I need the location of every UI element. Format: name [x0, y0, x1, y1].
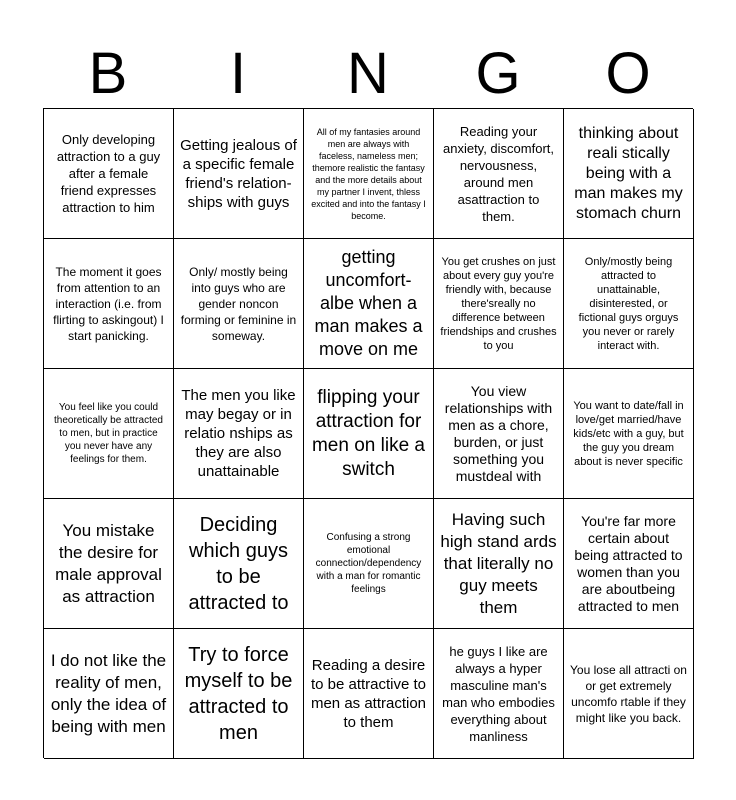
cell-text: The men you like may begay or in relatio nships as they are also unattainable: [181, 387, 296, 480]
bingo-cell-r1c3[interactable]: [304, 109, 434, 239]
cell-text: Only developing attraction to a guy after a female friend expresses attraction to him: [56, 132, 161, 215]
cell-text: getting uncomfort-albe when a man makes a move on me: [314, 247, 423, 359]
bingo-header: [43, 40, 693, 108]
bingo-cell-r2c3[interactable]: [304, 239, 434, 369]
bingo-cell-r3c2[interactable]: [174, 369, 304, 499]
cell-text: he guys I like are always a hyper masculine man's man who embodies everything about manliness: [442, 643, 555, 744]
bingo-cell-r2c5[interactable]: [564, 239, 694, 369]
bingo-cell-r5c3[interactable]: [304, 629, 434, 759]
cell-text: Deciding which guys to be attracted to: [188, 513, 289, 614]
cell-text: You want to date/fall in love/get married/have kids/etc with a guy, but the guy you dream about is never specific: [573, 399, 684, 468]
cell-text: Only/mostly being attracted to unattainable, disinterested, or fictional guys orguys you never or rarely interact with.: [578, 255, 679, 352]
bingo-board: [43, 108, 693, 758]
cell-text: The moment it goes from attention to an interaction (i.e. from flirting to askingout) I start panicking.: [53, 264, 164, 343]
header-letter-g: G: [475, 41, 521, 106]
cell-text: Reading your anxiety, discomfort, nervousness, around men asattraction to them.: [442, 123, 555, 224]
header-letter-o: O: [605, 41, 651, 106]
cell-text: Having such high stand ards that literally no guy meets them: [440, 509, 557, 617]
bingo-cell-r1c5[interactable]: [564, 109, 694, 239]
cell-text: You feel like you could theoretically be attracted to men, but in practice you never have any feelings for them.: [54, 402, 163, 465]
bingo-cell-r2c4[interactable]: [434, 239, 564, 369]
cell-text: You're far more certain about being attracted to women than you are aboutbeing attracted to men: [574, 512, 683, 614]
bingo-cell-r3c5[interactable]: [564, 369, 694, 499]
bingo-cell-r5c2[interactable]: [174, 629, 304, 759]
cell-text: You view relationships with men as a chore, burden, or just something you mustdeal with: [444, 382, 553, 484]
header-letter-b: B: [88, 41, 128, 106]
bingo-cell-r4c5[interactable]: [564, 499, 694, 629]
bingo-cell-r5c1[interactable]: [44, 629, 174, 759]
bingo-cell-r5c4[interactable]: [434, 629, 564, 759]
bingo-cell-r2c2[interactable]: [174, 239, 304, 369]
bingo-cell-r3c1[interactable]: [44, 369, 174, 499]
cell-text: All of my fantasies around men are always with faceless, nameless men; themore realistic the fantasy and the more details about my partner I invent, thless excited and into the fantasy I become.: [311, 126, 426, 221]
cell-text: You mistake the desire for male approval as attraction: [55, 520, 162, 606]
bingo-cell-r1c4[interactable]: [434, 109, 564, 239]
bingo-cell-r4c2[interactable]: [174, 499, 304, 629]
bingo-cell-r1c2[interactable]: [174, 109, 304, 239]
cell-text: Getting jealous of a specific female friend's relation-ships with guys: [180, 136, 297, 211]
cell-text: I do not like the reality of men, only the idea of being with men: [50, 650, 167, 736]
header-letter-n: N: [347, 41, 389, 106]
cell-text: You lose all attracti on or get extremely uncomfo rtable if they might like you back.: [570, 662, 687, 725]
cell-text: flipping your attraction for men on like a switch: [311, 386, 425, 480]
bingo-cell-r3c4[interactable]: [434, 369, 564, 499]
bingo-cell-r4c1[interactable]: [44, 499, 174, 629]
bingo-cell-r4c3[interactable]: [304, 499, 434, 629]
cell-text: thinking about reali stically being with a man makes my stomach churn: [574, 124, 683, 222]
cell-text: You get crushes on just about every guy you're friendly with, because there'sreally no difference between friendships and crushes to you: [440, 255, 557, 352]
cell-text: Confusing a strong emotional connection/dependency with a man for romantic feelings: [315, 532, 422, 595]
bingo-cell-r1c1[interactable]: [44, 109, 174, 239]
bingo-cell-r2c1[interactable]: [44, 239, 174, 369]
bingo-cell-r4c4[interactable]: [434, 499, 564, 629]
cell-text: Only/ mostly being into guys who are gender noncon forming or feminine in someway.: [180, 264, 297, 343]
cell-text: Reading a desire to be attractive to men as attraction to them: [310, 656, 427, 731]
bingo-cell-r5c5[interactable]: [564, 629, 694, 759]
header-letter-i: I: [229, 41, 247, 106]
bingo-cell-r3c3[interactable]: [304, 369, 434, 499]
cell-text: Try to force myself to be attracted to men: [184, 643, 293, 744]
